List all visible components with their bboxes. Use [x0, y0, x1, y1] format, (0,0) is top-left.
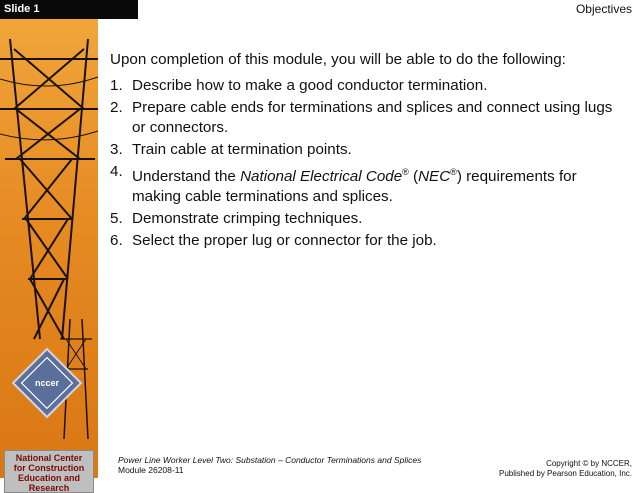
- objective-text: Select the proper lug or connector for the job.: [132, 232, 437, 250]
- section-title: Objectives: [575, 2, 632, 16]
- sidebar-image: [0, 19, 98, 493]
- objective-number: 2.: [110, 99, 123, 116]
- module-number: Module 26208-11: [118, 465, 184, 475]
- objective-item: [110, 209, 615, 229]
- objective-number: 1.: [110, 77, 123, 94]
- objectives-list: [110, 76, 615, 251]
- objective-item: [110, 231, 615, 251]
- objective-number: 5.: [110, 210, 123, 228]
- svg-text:nccer: nccer: [34, 378, 60, 388]
- top-bar: [0, 0, 638, 19]
- objective-text: Demonstrate crimping techniques.: [132, 210, 363, 228]
- nccer-logo-icon: [13, 349, 81, 417]
- course-title: Power Line Worker Level Two: Substation – Conductor Terminations and Splices: [118, 455, 422, 465]
- organization-name: National Center for Construction Education and Research: [4, 450, 94, 493]
- footer-course-info: [118, 455, 421, 475]
- publisher-text: Published by Pearson Education, Inc.: [499, 469, 632, 478]
- intro-text: Upon completion of this module, you will be able to do the following:: [110, 51, 566, 68]
- objective-number: 6.: [110, 232, 123, 250]
- objective-item: [110, 140, 615, 160]
- objective-item: [110, 162, 615, 207]
- objective-text: Prepare cable ends for terminations and splices and connect using lugs or connectors.: [132, 99, 613, 136]
- nec-abbrev: NEC: [418, 168, 451, 186]
- copyright-text: Copyright © by NCCER,: [546, 459, 632, 468]
- objective-item: [110, 76, 615, 96]
- power-tower-icon: [0, 19, 98, 478]
- objective-item: [110, 98, 615, 138]
- objective-number: 3.: [110, 141, 123, 158]
- footer-copyright: [499, 459, 632, 479]
- nec-title: National Electrical Code: [240, 168, 403, 186]
- slide-content: [110, 50, 615, 253]
- objective-text: Understand the National Electrical Code® (NEC®) requirements for making cable terminations and splices.: [132, 167, 577, 206]
- objective-text: Train cable at termination points.: [132, 141, 352, 158]
- slide-number-label: Slide 1: [0, 0, 138, 19]
- objective-text: Describe how to make a good conductor termination.: [132, 77, 488, 94]
- objective-number: 4.: [110, 163, 123, 180]
